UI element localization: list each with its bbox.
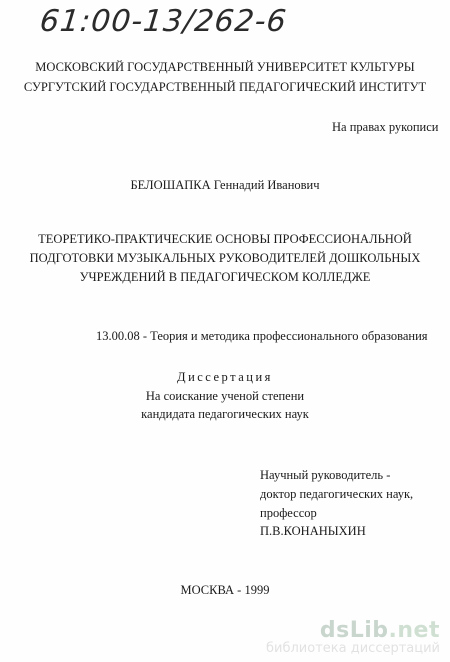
watermark xyxy=(266,618,440,656)
watermark-logo xyxy=(266,618,440,643)
rights-note: На правах рукописи xyxy=(332,120,439,134)
watermark-tagline: библиотека диссертаций xyxy=(266,641,440,656)
institution-line-2: СУРГУТСКИЙ ГОСУДАРСТВЕННЫЙ ПЕДАГОГИЧЕСКИЙ ИНСТИТУТ xyxy=(23,80,427,94)
advisor-line-1: Научный руководитель - xyxy=(260,468,391,482)
title-line-2: ПОДГОТОВКИ МУЗЫКАЛЬНЫХ РУКОВОДИТЕЛЕЙ ДОШКОЛЬНЫХ xyxy=(29,251,421,265)
title-line-1: ТЕОРЕТИКО-ПРАКТИЧЕСКИЕ ОСНОВЫ ПРОФЕССИОНАЛЬНОЙ xyxy=(38,232,412,246)
institution-line-1: МОСКОВСКИЙ ГОСУДАРСТВЕННЫЙ УНИВЕРСИТЕТ КУЛЬТУРЫ xyxy=(35,60,415,74)
city-year: МОСКВА - 1999 xyxy=(180,583,270,597)
watermark-logo-suffix: .net xyxy=(388,618,440,643)
watermark-logo-main: dsLib xyxy=(319,618,389,643)
handwritten-archive-code: 61:00-13/262-6 xyxy=(38,4,289,39)
title-line-3: УЧРЕЖДЕНИЙ В ПЕДАГОГИЧЕСКОМ КОЛЛЕДЖЕ xyxy=(79,270,371,284)
author-name: БЕЛОШАПКА Геннадий Иванович xyxy=(130,178,320,192)
degree-line-1: На соискание ученой степени xyxy=(145,389,305,403)
degree-line-2: кандидата педагогических наук xyxy=(141,407,309,421)
advisor-name: П.В.КОНАНЫХИН xyxy=(260,524,366,538)
advisor-line-3: профессор xyxy=(260,506,317,520)
dissertation-label: Диссертация xyxy=(177,370,273,384)
advisor-line-2: доктор педагогических наук, xyxy=(260,487,414,501)
specialty-code: 13.00.08 - Теория и методика профессионального образования xyxy=(96,329,428,343)
